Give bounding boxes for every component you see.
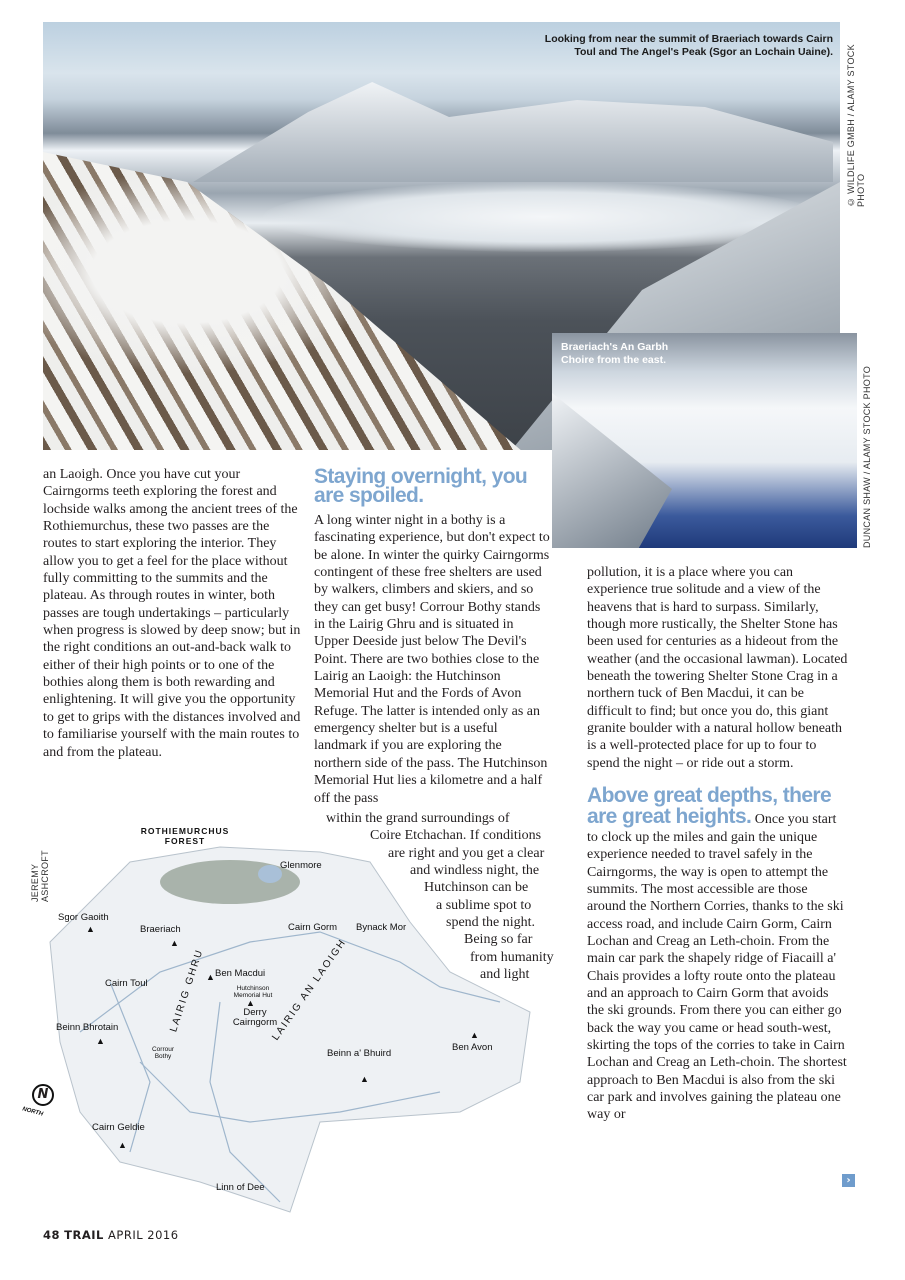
map-label: Linn of Dee [216,1182,265,1193]
heading-above-great-depths: Above great depths, there are great heights. [587,784,832,829]
map-pass-label: LAIRIG AN LAOIGH [270,936,349,1043]
wrapped-line: from humanity [470,949,554,965]
cliff [552,393,672,548]
wrapped-line: a sublime spot to [436,897,532,913]
wrapped-line: are right and you get a clear [388,845,545,861]
body-text: A long winter night in a bothy is a fascinating experience, but don't expect to be alone. In winter the quirky Cairngorms contingent of these free shelters are used by walkers, climbers and skiers, and so they can get busy! Corrour Bothy stands in the Lairig Ghru and is situated in Upper Deeside just below The Devil's Point. There are two bothies close to the Lairig an Laoigh: the Hutchinson Memorial Hut and the Fords of Avon Refuge. The latter is intended only as an emergency shelter but is a useful landmark if you are exploring the northern side of the pass. The Hutchinson Memorial Hut lies a kilometre and a half off the pass [314,513,550,806]
north-label: NORTH [21,1106,44,1118]
body-text: an Laoigh. Once you have cut your Cairngorms teeth exploring the forest and lochside walks among the ancient trees of the Rothiemurchus, these two passes are the routes to start exploring the interior. They allow you to get a feel for the place without fully committing to the summits and the plateau. As through routes in winter, both passes are tough undertakings – particularly when progress is slowed by deep snow; but in the right conditions an out-and-back walk to either of their high points or to one of the bothies along them is both rewarding and enlightening. It will give you the opportunity to get to grips with the distances involved and to familiarise yourself with the main routes to and from the plateau. [43,467,301,760]
map-label: Derry Cairngorm [232,1007,278,1028]
main-photo-credit: © WILDLIFE GMBH / ALAMY STOCK PHOTO [846,44,866,207]
map-label-forest: ROTHIEMURCHUS FOREST [140,826,230,846]
wrapped-text [314,810,554,983]
map-label: Braeriach [140,924,181,935]
column-2 [314,512,550,807]
issue-date: APRIL 2016 [108,1228,179,1242]
heading-staying-overnight: Staying overnight, you are spoiled. [314,465,528,507]
summit-icon: ▲ [118,1140,127,1150]
map-credit: JEREMY ASHCROFT [30,850,50,902]
map-label: Ben Macdui [215,968,266,979]
continue-arrow-icon: › [842,1174,855,1187]
summit-icon: ▲ [206,972,215,982]
inset-photo-credit: DUNCAN SHAW / ALAMY STOCK PHOTO [862,365,872,548]
map-label: Ben Avon [452,1042,493,1053]
summit-icon: ▲ [86,924,95,934]
summit-icon: ▲ [246,998,255,1008]
map-label: Cairn Geldie [92,1122,145,1133]
inset-photo [552,333,857,548]
wrapped-line: Hutchinson can be [424,880,529,896]
wrapped-line: Being so far [464,932,533,948]
north-compass-icon: N [32,1084,54,1106]
wrapped-line: Coire Etchachan. If conditions [370,828,542,844]
map-label: Cairn Gorm [288,922,338,933]
wrapped-line: within the grand surroundings of [326,811,510,826]
map-label: Cairn Toul [105,978,148,989]
wrapped-line: spend the night. [446,915,536,931]
inset-photo-caption: Braeriach's An Garbh Choire from the east. [561,341,669,366]
summit-icon: ▲ [96,1036,105,1046]
map-label: Hutchinson Memorial Hut [233,985,273,999]
map-label: Glenmore [280,860,322,871]
mountain-peak [193,82,833,182]
map-label: Corrour Bothy [151,1046,175,1060]
body-text: Once you start to clock up the miles and gain the unique experience needed to travel safely in the Cairngorms, the way is open to attempt the summits. The most accessible are those around the Northern Corries, thanks to the ski access road, and include Cairn Gorm, Cairn Lochan and Creag an Leth-choin. From the main car park the shapely ridge of Fiacaill a' Chais provides a lofty route onto the plateau and an approach to Cairn Gorm that avoids the ski grounds. From there you can either go back the way you came or head south-west, skirting the tops of the corries to take in Cairn Lochan and Creag an Leth-choin. The shortest approach to Ben Macdui is also from the ski car park and involves gaining the plateau one way or [587,812,847,1123]
column-3 [587,564,849,1124]
magazine-name: TRAIL [64,1228,104,1242]
map-pass-label: LAIRIG GHRU [168,947,206,1034]
wrapped-line: and light [480,967,530,983]
page-number: 48 [43,1228,61,1242]
summit-icon: ▲ [360,1074,369,1084]
map-label: Sgor Gaoith [58,912,109,923]
wrapped-line: and windless night, the [410,863,540,879]
main-photo-caption: Looking from near the summit of Braeriach towards Cairn Toul and The Angel's Peak (Sgor an Lochain Uaine). [544,33,833,58]
map-label: Bynack Mor [356,922,407,933]
map-label: Beinn a' Bhuird [327,1048,392,1059]
summit-icon: ▲ [470,1030,479,1040]
map-label: Beinn Bhrotain [56,1022,119,1033]
summit-icon: ▲ [170,938,179,948]
column-1 [43,466,305,761]
page-footer [43,1228,179,1242]
body-text: pollution, it is a place where you can experience true solitude and a view of the heavens that is hard to surpass. Similarly, though more rustically, the Shelter Stone has been used for centuries as a hideout from the weather (and the occasional lawman). Located beneath the towering Shelter Stone Crag in a northern tuck of Ben Macdui, it can be difficult to find; but once you do, this giant granite boulder with a natural hollow beneath is a well-protected place for up to four to spend the night – or ride out a storm. [587,565,848,771]
